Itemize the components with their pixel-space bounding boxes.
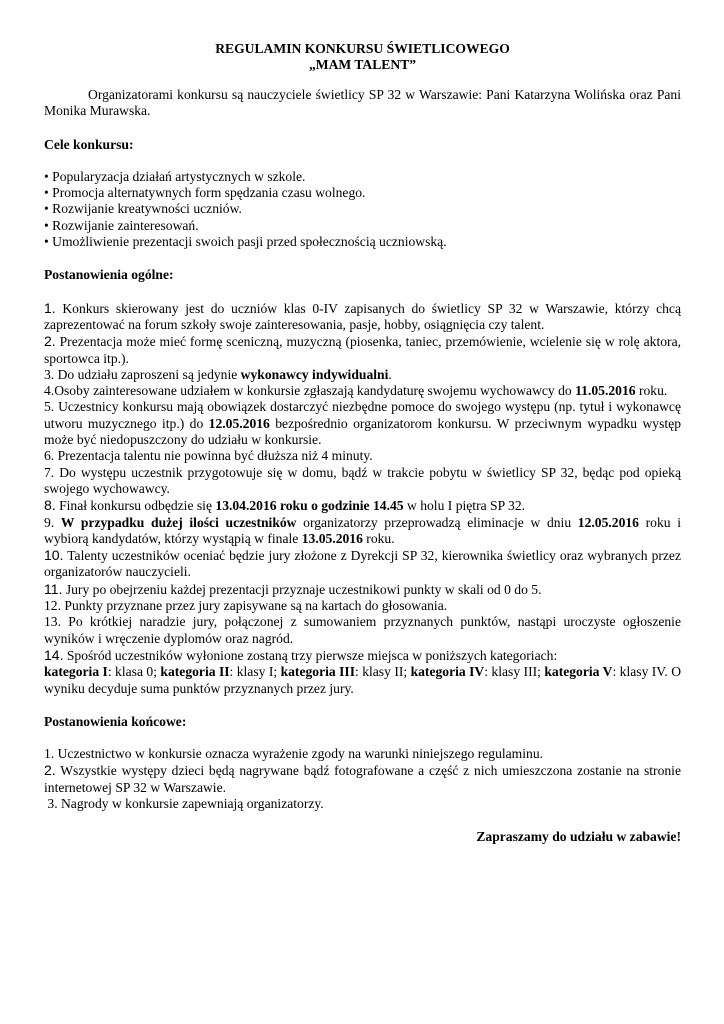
- category-label: kategoria III: [280, 664, 355, 680]
- final-heading: Postanowienia końcowe:: [44, 713, 187, 729]
- goal-item: • Popularyzacja działań artystycznych w szkole.: [44, 168, 306, 184]
- general-point-2: 2. Prezentacja może mieć formę sceniczną, muzyczną (piosenka, taniec, przemówienie, wcielenie się w rolę aktora, sportowca itp.).: [44, 333, 681, 366]
- general-point-3: 3. Do udziału zaproszeni są jedynie wykonawcy indywidualni.: [44, 366, 392, 382]
- general-point-10: 10. Talenty uczestników oceniać będzie jury złożone z Dyrekcji SP 32, kierownika świetlicy oraz wybranych przez organizatorów nauczycieli.: [44, 547, 681, 580]
- general-point-14: 14. Spośród uczestników wyłonione zostaną trzy pierwsze miejsca w poniższych kategoriach:: [44, 646, 558, 663]
- title-line-1: REGULAMIN KONKURSU ŚWIETLICOWEGO: [215, 41, 510, 56]
- final-point-3: 3. Nagrody w konkursie zapewniają organizatorzy.: [44, 795, 324, 811]
- general-point-7: 7. Do występu uczestnik przygotowuje się w domu, bądź w trakcie pobytu w świetlicy SP 32, będąc pod opieką swojego wychowawcy.: [44, 464, 681, 496]
- final-point-1: 1. Uczestnictwo w konkursie oznacza wyrażenie zgody na warunki niniejszego regulaminu.: [44, 746, 544, 762]
- general-point-1: 1. Konkurs skierowany jest do uczniów klas 0-IV zapisanych do świetlicy SP 32 w Warszawie, którzy chcą zaprezentować na forum szkoły swoje zainteresowania, pasje, hobby, osiągnięcia czy talent.: [44, 299, 681, 332]
- goal-item: • Umożliwienie prezentacji swoich pasji przed społecznością uczniowską.: [44, 234, 447, 250]
- final-point-2: 2. Wszystkie występy dzieci będą nagrywane bądź fotografowane a część z nich umieszczona zostanie na stronie internetowej SP 32 w Warszawie.: [44, 762, 681, 795]
- general-point-4: 4.Osoby zainteresowane udziałem w konkursie zgłaszają kandydaturę swojemu wychowawcy do 11.05.2016 roku.: [44, 383, 668, 399]
- document-title: [44, 41, 681, 73]
- categories-list: kategoria I: klasa 0; kategoria II: klasy I; kategoria III: klasy II; kategoria IV: klasy III; kategoria V: klasy IV. O wyniku decyduje suma punktów przyznanych przez jury.: [44, 664, 682, 696]
- title-line-2: „MAM TALENT”: [308, 57, 417, 72]
- goals-list: [44, 169, 681, 250]
- category-label: kategoria V: [544, 664, 613, 680]
- general-point-13: 13. Po krótkiej naradzie jury, połączonej z sumowaniem przyznanych punktów, nastąpi uroczyste ogłoszenie wyników i wręczenie dyplomów oraz nagród.: [44, 614, 681, 646]
- general-point-9: 9. W przypadku dużej ilości uczestników organizatorzy przeprowadzą eliminacje w dniu 12.05.2016 roku i wybiorą kandydatów, którzy wystąpią w finale 13.05.2016 roku.: [44, 514, 681, 546]
- general-point-6: 6. Prezentacja talentu nie powinna być dłuższa niż 4 minuty.: [44, 448, 373, 464]
- document-page: [44, 41, 681, 846]
- category-label: kategoria I: [44, 664, 108, 680]
- category-label: kategoria II: [160, 664, 230, 680]
- general-point-8: 8. Finał konkursu odbędzie się 13.04.2016 roku o godzinie 14.45 w holu I piętra SP 32.: [44, 497, 526, 514]
- goal-item: • Rozwijanie zainteresowań.: [44, 217, 199, 233]
- general-point-11: 11. Jury po obejrzeniu każdej prezentacji przyznaje uczestnikowi punkty w skali od 0 do 5.: [44, 580, 542, 597]
- general-point-5: 5. Uczestnicy konkursu mają obowiązek dostarczyć niezbędne pomoce do swojego występu (np. tytuł i wykonawcę utworu muzycznego itp.) do 12.05.2016 bezpośrednio organizatorom konkursu. W przeciwnym wypadku występ może być niedopuszczony do udziału w konkursie.: [44, 399, 681, 448]
- goal-item: • Promocja alternatywnych form spędzania czasu wolnego.: [44, 185, 366, 201]
- goals-heading: Cele konkursu:: [44, 136, 134, 152]
- general-heading: Postanowienia ogólne:: [44, 267, 174, 283]
- closing-invitation: Zapraszamy do udziału w zabawie!: [476, 829, 681, 845]
- general-point-12: 12. Punkty przyznane przez jury zapisywane są na kartach do głosowania.: [44, 598, 448, 614]
- goal-item: • Rozwijanie kreatywności uczniów.: [44, 201, 242, 217]
- intro-paragraph: Organizatorami konkursu są nauczyciele świetlicy SP 32 w Warszawie: Pani Katarzyna Wolińska oraz Pani Monika Murawska.: [44, 87, 681, 119]
- category-label: kategoria IV: [410, 664, 485, 680]
